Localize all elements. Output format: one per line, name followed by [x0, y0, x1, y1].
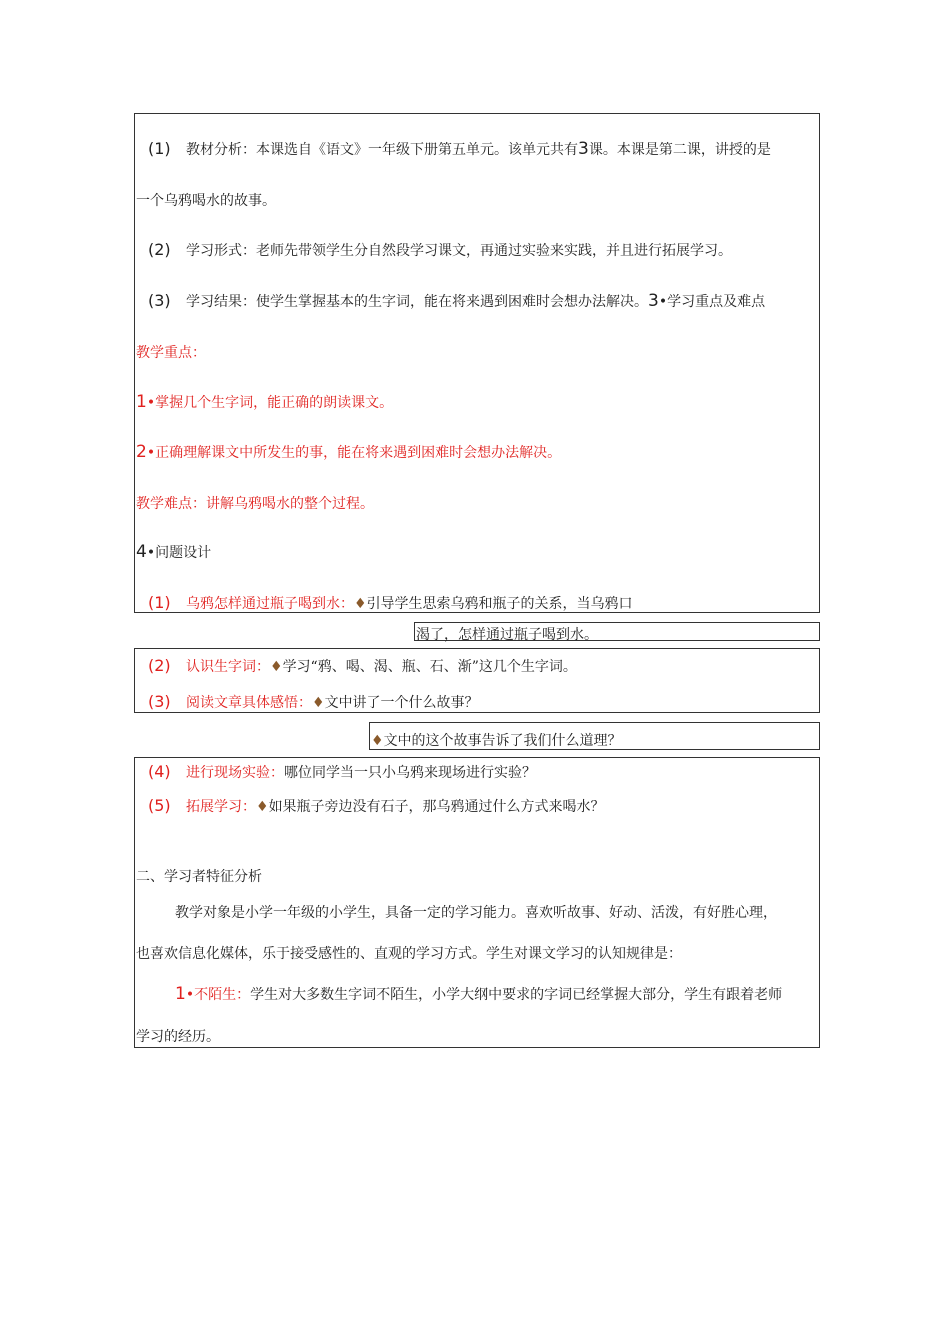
key-point-2: 2•正确理解课文中所发生的事，能在将来遇到困难时会想办法解决。: [136, 442, 562, 462]
diamond-icon: ♦: [371, 733, 384, 749]
diamond-icon: ♦: [270, 659, 283, 675]
difficulty-text: 教学难点：讲解乌鸦喝水的整个过程。: [136, 496, 374, 512]
question-5: (5) 拓展学习：♦如果瓶子旁边没有石子，那乌鸦通过什么方式来喝水？: [148, 796, 605, 815]
question-4: (4) 进行现场实验：哪位同学当一只小乌鸦来现场进行实验？: [148, 762, 536, 781]
question-1: (1) 乌鸦怎样通过瓶子喝到水：♦引导学生思索乌鸦和瓶子的关系，当乌鸦口: [148, 593, 633, 612]
diamond-icon: ♦: [256, 799, 269, 815]
question-2: (2) 认识生字词：♦学习“鸦、喝、渴、瓶、石、渐”这几个生字词。: [148, 656, 577, 675]
diamond-icon: ♦: [312, 695, 325, 711]
learner-point-1-cont: 学习的经历。: [136, 1029, 220, 1045]
learner-para-1: 教学对象是小学一年级的小学生，具备一定的学习能力。喜欢听故事、好动、活泼，有好胜心理，: [175, 905, 777, 921]
question-3-cont: ♦文中的这个故事告诉了我们什么道理？: [371, 733, 622, 749]
question-1-cont: 渴了，怎样通过瓶子喝到水。: [416, 627, 598, 643]
analysis-item-3: (3) 学习结果：使学生掌握基本的生字词，能在将来遇到困难时会想办法解决。3•学习重点及难点: [148, 291, 766, 311]
learner-point-1: 1•不陌生：学生对大多数生字词不陌生，小学大纲中要求的字词已经掌握大部分，学生有跟着老师: [175, 984, 783, 1004]
section-box-1: [134, 113, 820, 613]
diamond-icon: ♦: [354, 596, 367, 612]
question-3: (3) 阅读文章具体感悟：♦文中讲了一个什么故事？: [148, 692, 479, 711]
key-points-heading: 教学重点：: [136, 345, 206, 361]
analysis-item-1: (1) 教材分析：本课选自《语文》一年级下册第五单元。该单元共有3课。本课是第二课，讲授的是: [148, 139, 771, 159]
learner-para-1-cont: 也喜欢信息化媒体，乐于接受感性的、直观的学习方式。学生对课文学习的认知规律是：: [136, 946, 682, 962]
learner-heading: 二、学习者特征分析: [136, 869, 262, 885]
analysis-item-2: (2) 学习形式：老师先带领学生分自然段学习课文，再通过实验来实践，并且进行拓展学习。: [148, 240, 732, 259]
questions-heading: 4•问题设计: [136, 542, 212, 562]
analysis-item-1-cont: 一个乌鸦喝水的故事。: [136, 193, 276, 209]
key-point-1: 1•掌握几个生字词，能正确的朗读课文。: [136, 392, 394, 412]
